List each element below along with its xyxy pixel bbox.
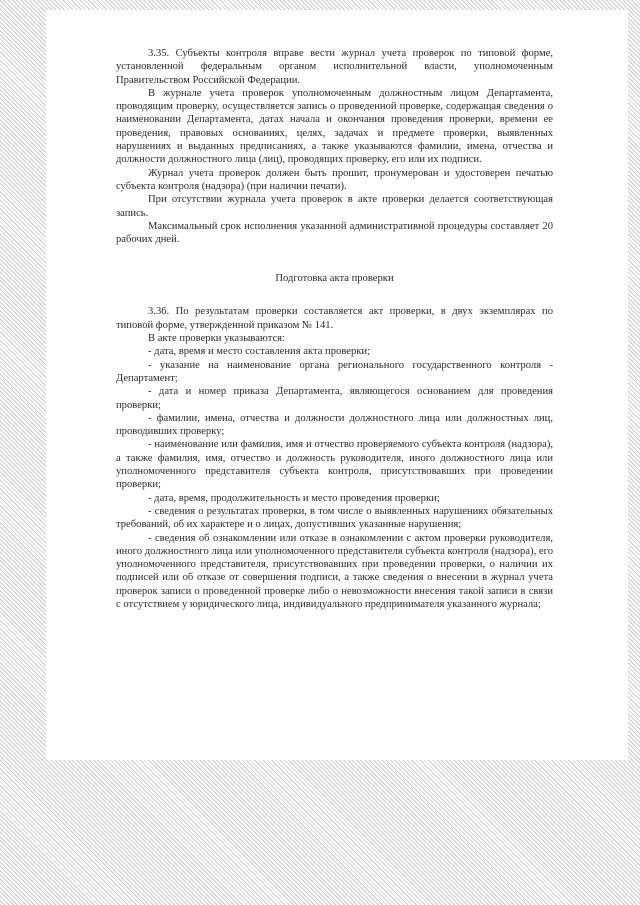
list-item: - дата, время и место составления акта проверки;	[148, 346, 371, 358]
paragraph-journal-seal: Журнал учета проверок должен быть прошит, пронумерован и удостоверен печатью субъекта контроля (надзора) (при наличии печати).	[116, 167, 553, 192]
document-body	[116, 47, 553, 611]
paragraph-journal-entry: В журнале учета проверок уполномоченным должностным лицом Департамента, проводящим проверку, осуществляется запись о проведенной проверке, содержащая сведения о наименовании Департамента, датах начала и окончания проведения проверки, времени ее проведения, правовых основаниях, целях, задачах и предмете проверки, выявленных нарушениях и выданных предписаниях, а также указываются фамилии, имена, отчества и должности должностного лица (лиц), проводящих проверку, его или их подписи.	[116, 87, 553, 166]
list-item: - сведения об ознакомлении или отказе в ознакомлении с актом проверки руководителя, иного должностного лица или уполномоченного представителя субъекта контроля (надзора), его уполномоченного представителя, присутствовавших при проведении проверки, о наличии их подписей или об отказе от совершения подписи, а также сведения о внесении в журнал учета проверок записи о проведенной проверке либо о невозможности внесения такой записи в связи с отсутствием у юридического лица, индивидуального предпринимателя указанного журнала;	[116, 532, 553, 610]
list-item: - наименование или фамилия, имя и отчество проверяемого субъекта контроля (надзора), а также фамилия, имя, отчество и должность руководителя, иного должностного лица или уполномоченного представителя субъекта контроля, присутствовавших при проведении проверки;	[116, 439, 553, 491]
paragraph-3-36: 3.36. По результатам проверки составляется акт проверки, в двух экземплярах по типовой форме, утвержденной приказом № 141.	[116, 306, 553, 331]
paragraph-3-35: 3.35. Субъекты контроля вправе вести журнал учета проверок по типовой форме, установленной федеральным органом исполнительной власти, уполномоченным Правительством Российской Федерации.	[116, 48, 553, 86]
list-item: - указание на наименование органа регионального государственного контроля - Департамент;	[116, 359, 553, 384]
paragraph-max-term: Максимальный срок исполнения указанной административной процедуры составляет 20 рабочих дней.	[116, 220, 553, 246]
list-item: - фамилии, имена, отчества и должности должностного лица или должностных лиц, проводивших проверку;	[116, 412, 553, 438]
list-item: - дата, время, продолжительность и место проведения проверки;	[148, 492, 440, 504]
paragraph-no-journal: При отсутствии журнала учета проверок в акте проверки делается соответствующая запись.	[116, 194, 553, 219]
section-heading: Подготовка акта проверки	[275, 273, 394, 285]
list-item: - дата и номер приказа Департамента, являющегося основанием для проведения проверки;	[116, 386, 553, 411]
list-item: - сведения о результатах проверки, в том числе о выявленных нарушениях обязательных требований, об их характере и о лицах, допустивших указанные нарушения;	[116, 505, 553, 531]
list-intro: В акте проверки указываются:	[148, 333, 285, 345]
